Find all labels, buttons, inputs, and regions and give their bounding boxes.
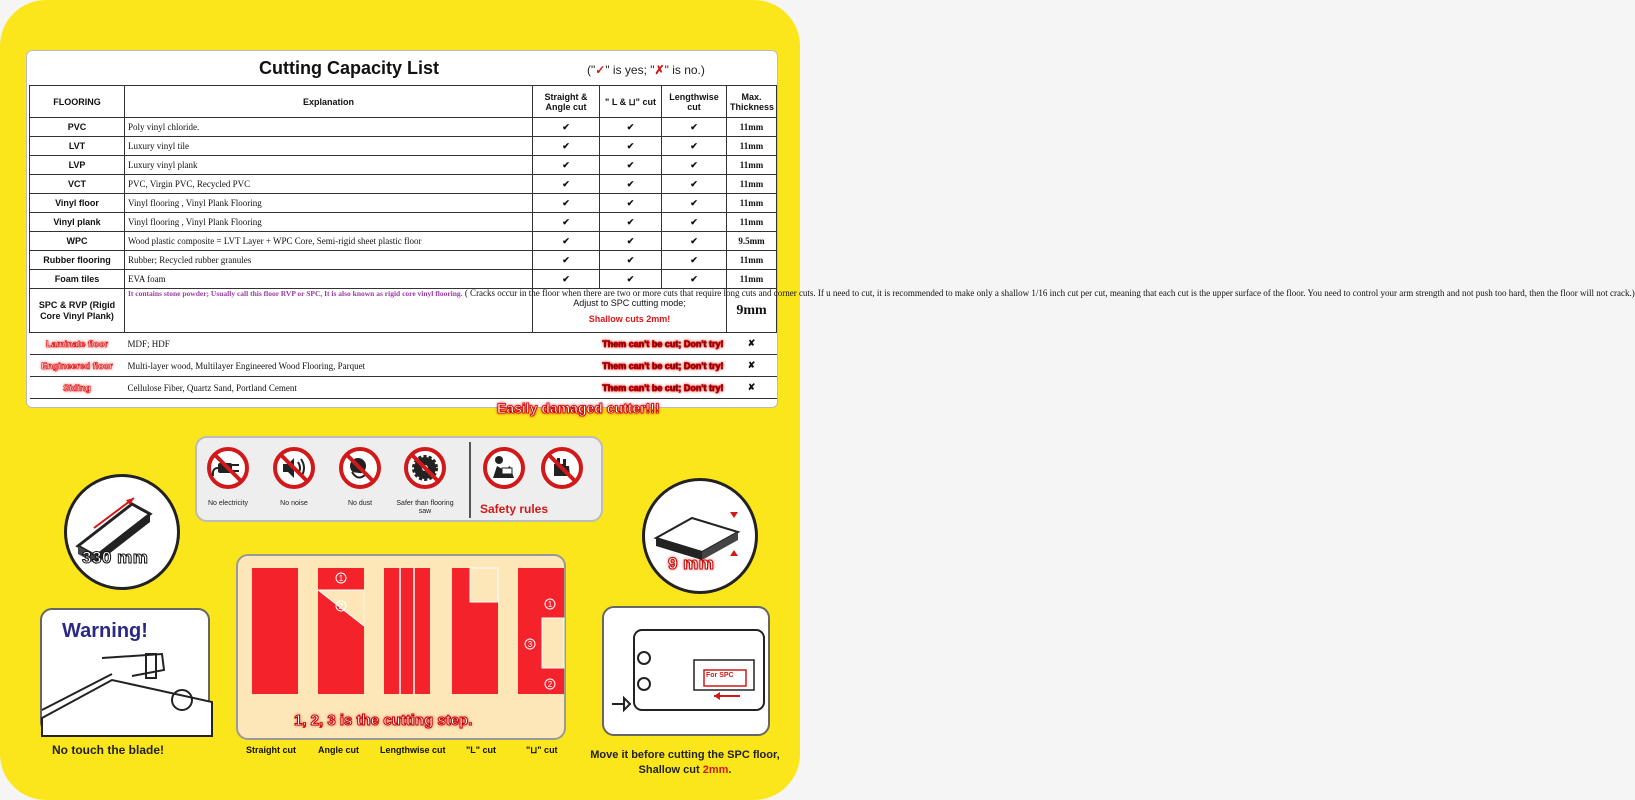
- row-explanation: Poly vinyl chloride.: [125, 118, 533, 137]
- icon-label-no-electricity: No electricity: [207, 500, 249, 507]
- warning-title: Warning!: [62, 620, 148, 642]
- caption-straight-cut: Straight cut: [246, 745, 297, 755]
- icon-label-no-noise: No noise: [280, 500, 308, 507]
- step-two-angle: 2: [338, 602, 344, 611]
- spc-explanation-rest: ( Cracks occur in the floor when there are two or more cuts that require long cuts and corner cuts. If u need to cut, it is recommended to make only a shallow 1/16 inch cut per cut, meaning that each cut is the upper surface of the floor. You need to control your arm strength and not push too hard, then the floor will not crack.): [462, 288, 1635, 298]
- table-row: [30, 194, 777, 213]
- col-flooring: FLOORING: [30, 86, 125, 118]
- check-icon: ✔: [533, 194, 600, 213]
- check-icon: ✔: [533, 137, 600, 156]
- cutting-capacity-panel: [26, 50, 1635, 408]
- spc-adjust-text: Adjust to SPC cutting mode;: [573, 297, 686, 308]
- legend: [587, 63, 705, 77]
- table-row: [30, 156, 777, 175]
- check-icon: ✔: [662, 175, 727, 194]
- check-icon: ✔: [600, 213, 662, 232]
- spc-caption-mm: 2mm: [702, 764, 729, 776]
- cross-icon: ✘: [727, 333, 777, 355]
- spc-explanation-highlight: It contains stone powder; Usually call this floor RVP or SPC, It is also known as rigid core vinyl flooring.: [128, 289, 463, 298]
- check-icon: ✔: [533, 232, 600, 251]
- length-capacity-label: 330 mm: [82, 548, 149, 567]
- check-icon: ✔: [662, 251, 727, 270]
- table-row: [30, 270, 777, 289]
- no-noise-icon: [272, 446, 316, 490]
- divider: [469, 442, 471, 518]
- check-icon: ✔: [662, 270, 727, 289]
- no-cut-row: [30, 355, 777, 377]
- cant-cut-warning: Them can't be cut; Don't try!: [533, 377, 727, 399]
- legend-yes: " is yes; ": [605, 63, 655, 77]
- spc-caption-text: Move it before cutting the SPC floor, Shallow cut: [590, 749, 780, 776]
- no-cut-explanation: MDF; HDF: [125, 333, 533, 355]
- spc-mode-box: [602, 606, 770, 736]
- no-cut-explanation: Multi-layer wood, Multilayer Engineered Wood Flooring, Parquet: [125, 355, 533, 377]
- check-icon: ✔: [600, 270, 662, 289]
- check-icon: ✔: [600, 251, 662, 270]
- features-panel: [195, 436, 603, 522]
- no-cut-flooring-label: Siding: [63, 382, 91, 393]
- no-electricity-icon: [206, 446, 250, 490]
- col-explanation: Explanation: [125, 86, 533, 118]
- row-thickness: 11mm: [727, 137, 777, 156]
- caption-l-cut: "L" cut: [466, 745, 497, 755]
- step-one-angle: 1: [338, 574, 344, 583]
- row-flooring: LVP: [30, 156, 125, 175]
- for-spc-label: For SPC: [706, 672, 734, 679]
- table-header: [30, 86, 777, 118]
- row-explanation: Vinyl flooring , Vinyl Plank Flooring: [125, 213, 533, 232]
- step-two-u: 2: [547, 680, 553, 689]
- no-cut-row: [30, 333, 777, 355]
- spc-shallow-text: Shallow cuts 2mm!: [588, 313, 671, 324]
- read-manual-icon: [482, 446, 526, 490]
- row-flooring: Vinyl floor: [30, 194, 125, 213]
- check-icon: ✔: [600, 175, 662, 194]
- col-straight-angle: Straight & Angle cut: [533, 86, 600, 118]
- spc-switch-icon: [604, 608, 772, 738]
- damaged-warning: Easily damaged cutter!!!: [497, 400, 660, 416]
- row-explanation: Vinyl flooring , Vinyl Plank Flooring: [125, 194, 533, 213]
- check-icon: ✔: [662, 156, 727, 175]
- cross-icon: ✘: [727, 377, 777, 399]
- check-icon: ✔: [600, 232, 662, 251]
- no-cut-flooring: [30, 333, 125, 355]
- check-icon: ✔: [533, 213, 600, 232]
- table-row: [30, 137, 777, 156]
- caption-angle-cut: Angle cut: [318, 745, 360, 755]
- row-thickness: 11mm: [727, 118, 777, 137]
- row-thickness: 11mm: [727, 194, 777, 213]
- check-icon: ✔: [600, 194, 662, 213]
- cant-cut-warning: Them can't be cut; Don't try!: [533, 355, 727, 377]
- row-explanation: Luxury vinyl plank: [125, 156, 533, 175]
- check-icon: ✔: [533, 175, 600, 194]
- no-cut-body: [30, 333, 777, 399]
- row-flooring: LVT: [30, 137, 125, 156]
- table-body: [30, 118, 777, 289]
- legend-open: (": [587, 63, 596, 77]
- row-explanation: PVC, Virgin PVC, Recycled PVC: [125, 175, 533, 194]
- legend-check-icon: ✓: [595, 63, 606, 77]
- check-icon: ✔: [662, 118, 727, 137]
- step-markers: [238, 556, 568, 706]
- cross-icon: ✘: [727, 355, 777, 377]
- no-cut-row: [30, 377, 777, 399]
- safety-rules-label: Safety rules: [480, 502, 549, 516]
- warning-box: [40, 608, 210, 734]
- step-three-u: 3: [527, 640, 533, 649]
- length-diagram-icon: [64, 474, 180, 590]
- check-icon: ✔: [662, 213, 727, 232]
- cutting-steps-panel: [236, 554, 566, 740]
- cant-cut-warning: Them can't be cut; Don't try!: [533, 333, 727, 355]
- table-row: [30, 175, 777, 194]
- length-capacity-circle: [64, 474, 180, 590]
- legend-cross-icon: ✗: [654, 63, 665, 77]
- no-cut-flooring-label: Engineered floor: [41, 360, 113, 371]
- no-dust-icon: [338, 446, 382, 490]
- check-icon: ✔: [533, 270, 600, 289]
- row-explanation: Wood plastic composite = LVT Layer + WPC Core, Semi-rigid sheet plastic floor: [125, 232, 533, 251]
- row-thickness: 11mm: [727, 270, 777, 289]
- table-row: [30, 118, 777, 137]
- legend-no: " is no.): [664, 63, 705, 77]
- check-icon: ✔: [600, 118, 662, 137]
- blade-warning-icon: [42, 610, 212, 736]
- no-hand-icon: [540, 446, 584, 490]
- row-flooring: VCT: [30, 175, 125, 194]
- row-flooring: Foam tiles: [30, 270, 125, 289]
- caption-u-cut: "⊔" cut: [526, 745, 558, 755]
- table-row: [30, 251, 777, 270]
- row-explanation: EVA foam: [125, 270, 533, 289]
- row-flooring: WPC: [30, 232, 125, 251]
- row-explanation: Luxury vinyl tile: [125, 137, 533, 156]
- check-icon: ✔: [533, 251, 600, 270]
- row-thickness: 11mm: [727, 213, 777, 232]
- page-title: Cutting Capacity List: [259, 58, 440, 78]
- thickness-diagram-icon: [642, 478, 758, 594]
- check-icon: ✔: [662, 232, 727, 251]
- check-icon: ✔: [662, 137, 727, 156]
- row-thickness: 11mm: [727, 175, 777, 194]
- check-icon: ✔: [533, 118, 600, 137]
- table-row: [30, 213, 777, 232]
- spc-flooring: SPC & RVP (Rigid Core Vinyl Plank): [30, 289, 125, 333]
- warning-caption: No touch the blade!: [52, 743, 164, 757]
- col-thickness: Max. Thickness: [727, 86, 777, 118]
- thickness-capacity-label: 9 mm: [668, 554, 715, 573]
- thickness-capacity-circle: [642, 478, 758, 594]
- row-thickness: 9.5mm: [727, 232, 777, 251]
- check-icon: ✔: [600, 137, 662, 156]
- saw-blade-icon: [403, 446, 447, 490]
- col-lengthwise: Lengthwise cut: [662, 86, 727, 118]
- capacity-table: [29, 85, 1635, 399]
- spc-caption-end: .: [728, 764, 732, 776]
- row-flooring: Rubber flooring: [30, 251, 125, 270]
- no-cut-flooring: [30, 377, 125, 399]
- no-cut-explanation: Cellulose Fiber, Quartz Sand, Portland Cement: [125, 377, 533, 399]
- row-thickness: 11mm: [727, 251, 777, 270]
- no-cut-flooring-label: Laminate floor: [45, 338, 108, 349]
- check-icon: ✔: [662, 194, 727, 213]
- check-icon: ✔: [533, 156, 600, 175]
- icon-label-safer: Safer than flooring saw: [396, 500, 454, 515]
- row-flooring: PVC: [30, 118, 125, 137]
- row-thickness: 11mm: [727, 156, 777, 175]
- table-row-spc: [30, 289, 777, 333]
- check-icon: ✔: [600, 156, 662, 175]
- caption-lengthwise-cut: Lengthwise cut: [380, 745, 446, 755]
- col-l-cut: " L & ⊔" cut: [600, 86, 662, 118]
- spc-caption: [590, 748, 780, 778]
- row-flooring: Vinyl plank: [30, 213, 125, 232]
- row-explanation: Rubber; Recycled rubber granules: [125, 251, 533, 270]
- spc-thickness: 9mm: [727, 289, 777, 333]
- icon-label-no-dust: No dust: [347, 500, 373, 507]
- no-cut-flooring: [30, 355, 125, 377]
- step-one-u: 1: [547, 600, 553, 609]
- table-row: [30, 232, 777, 251]
- cutting-step-text: 1, 2, 3 is the cutting step.: [294, 712, 473, 729]
